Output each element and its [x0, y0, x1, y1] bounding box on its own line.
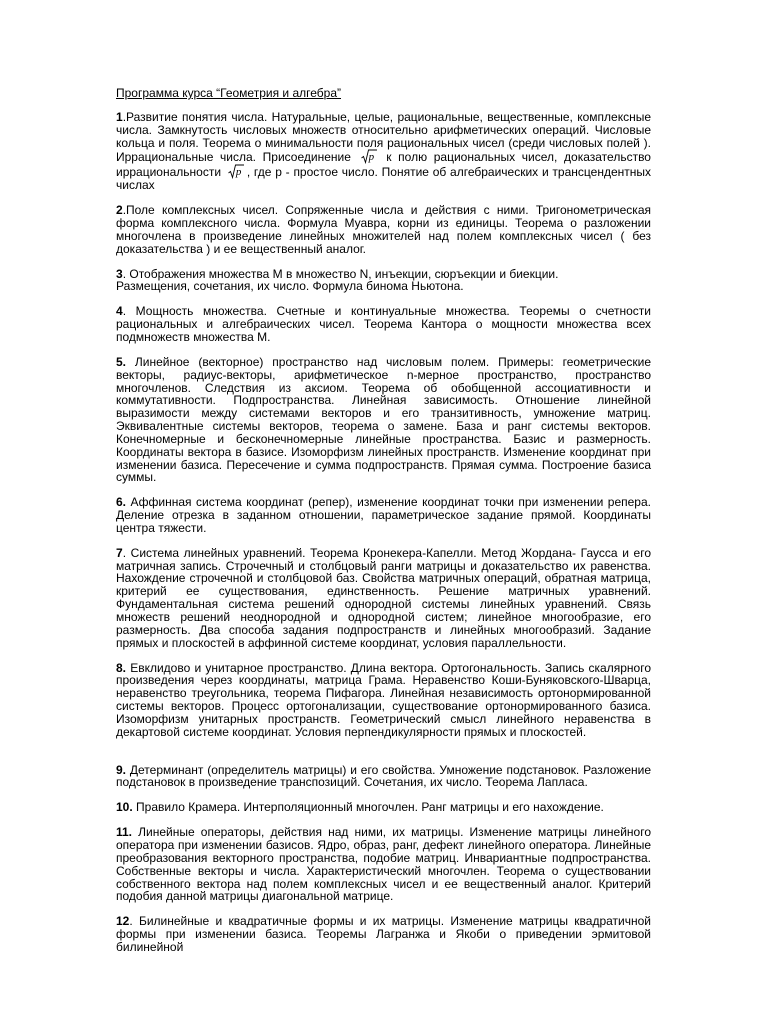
section-number: 9. [116, 762, 127, 777]
section-4 [116, 305, 651, 344]
section-text: , где p - простое число. Понятие об алгебраических и трансцендентных числах [116, 165, 651, 193]
section-number: 6. [116, 495, 127, 510]
section-5 [116, 356, 651, 484]
section-6 [116, 496, 651, 535]
section-number: 10. [116, 800, 133, 815]
section-number: 2 [116, 203, 123, 218]
section-text: . Система линейных уравнений. Теорема Кронекера-Капелли. Метод Жордана- Гаусса и его матричная запись. Строчечный и столбцовый ранги матрицы и доказательство их равенства. Нахождение строчечной и столбцовой баз. Свойства матричных операций, обратная матрица, критерий ее существования, единственность. Решение матричных уравнений. Фундаментальная система решений однородной системы линейных уравнений. Связь множеств решений неоднородной и однородной систем; линейное многообразие, его размерность. Два способа задания подпространств и линейных многообразий. Задание прямых и плоскостей в аффинной системе координат, условия параллельности. [116, 545, 651, 650]
section-text: Линейные операторы, действия над ними, их матрицы. Изменение матрицы линейного оператора при изменении базисов. Ядро, образ, ранг, дефект линейного оператора. Линейные преобразования векторного пространства, подобие матриц. Инвариантные подпространства. Собственные векторы и числа. Характеристический многочлен. Теорема о существовании собственного вектора над полем комплексных чисел и ее вещественный аналог. Критерий подобия данной матрицы диагональной матрице. [116, 825, 651, 904]
section-text: Аффинная система координат (репер), изменение координат точки при изменении репера. Деление отрезка в заданном отношении, параметрическое задание прямой. Координаты центра тяжести. [116, 495, 651, 535]
section-text: Евклидово и унитарное пространство. Длина вектора. Ортогональность. Запись скалярного произведения через координаты, матрица Грама. Неравенство Коши-Буняковского-Шварца, неравенство треугольника, теорема Пифагора. Линейная независимость ортонормированной системы векторов. Процесс ортогонализации, существование ортонормированного базиса. Изоморфизм унитарных пространств. Геометрический смысл линейного неравенства в декартовой системе координат. Условия перпендикулярности прямых и плоскостей. [116, 660, 651, 739]
section-11 [116, 826, 651, 903]
section-text: .Развитие понятия числа. Натуральные, целые, рациональные, вещественные, комплексные числа. Замкнутость числовых множеств относительно арифметических операций. Числовые кольца и поля. Теорема о минимальности поля рациональных чисел (среди числовых полей ). Иррациональные числа. Присоединение [116, 109, 651, 165]
section-text: . Мощность множества. Счетные и континуальные множества. Теоремы о счетности рациональных и алгебраических чисел. Теорема Кантора о мощности множества всех подмножеств множества М. [116, 304, 651, 344]
section-text: к полю рациональных чисел, доказательство иррациональности [116, 150, 651, 180]
section-text: . Билинейные и квадратичные формы и их матрицы. Изменение матрицы квадратичной формы при изменении базиса. Теоремы Лагранжа и Якоби о приведении эрмитовой билинейной [116, 914, 651, 954]
section-number: 1 [116, 109, 123, 124]
section-3 [116, 268, 651, 294]
document-title: Программа курса “Геометрия и алгебра” [116, 86, 341, 100]
section-text: Правило Крамера. Интерполяционный многочлен. Ранг матрицы и его нахождение. [132, 800, 604, 815]
sqrt-p-formula: p [361, 149, 377, 164]
section-12 [116, 915, 651, 954]
section-7 [116, 547, 651, 650]
section-number: 11. [116, 825, 133, 840]
sqrt-p-formula: p [228, 164, 244, 179]
section-text: Линейное (векторное) пространство над числовым полем. Примеры: геометрические векторы, радиус-векторы, арифметическое n-мерное пространство, пространство многочленов. Следствия из аксиом. Теорема об обобщенной ассоциативности и коммутативности. Подпространства. Линейная зависимость. Отношение линейной выразимости между системами векторов и его транзитивность, умножение матриц. Эквивалентные системы векторов, теорема о замене. База и ранг системы векторов. Конечномерные и бесконечномерные линейные пространства. Базис и размерность. Координаты вектора в базисе. Изоморфизм линейных пространств. Изменение координат при изменении базиса. Пересечение и сумма подпространств. Прямая сумма. Построение базиса суммы. [116, 354, 651, 485]
section-8 [116, 662, 651, 739]
section-9 [116, 764, 651, 790]
section-text: Размещения, сочетания, их число. Формула бинома Ньютона. [116, 279, 464, 294]
section-number: 3 [116, 266, 123, 281]
document-page [116, 87, 651, 966]
section-number: 8. [116, 660, 127, 675]
section-2 [116, 204, 651, 255]
section-number: 4 [116, 304, 123, 319]
section-number: 12 [116, 914, 130, 929]
section-number: 7 [116, 545, 123, 560]
section-number: 5. [116, 354, 127, 369]
section-text: . Отображения множества М в множество N, инъекции, сюръекции и биекции. [122, 266, 559, 281]
section-text: .Поле комплексных чисел. Сопряженные числа и действия с ними. Тригонометрическая форма комплексного числа. Формула Муавра, корни из единицы. Теорема о разложении многочлена в произведение линейных множителей над полем комплексных чисел ( без доказательства ) и ее вещественный аналог. [116, 203, 651, 256]
section-10 [116, 801, 651, 814]
section-text: Детерминант (определитель матрицы) и его свойства. Умножение подстановок. Разложение подстановок в произведение транспозиций. Сочетания, их число. Теорема Лапласа. [116, 762, 651, 790]
section-1 [116, 111, 651, 192]
